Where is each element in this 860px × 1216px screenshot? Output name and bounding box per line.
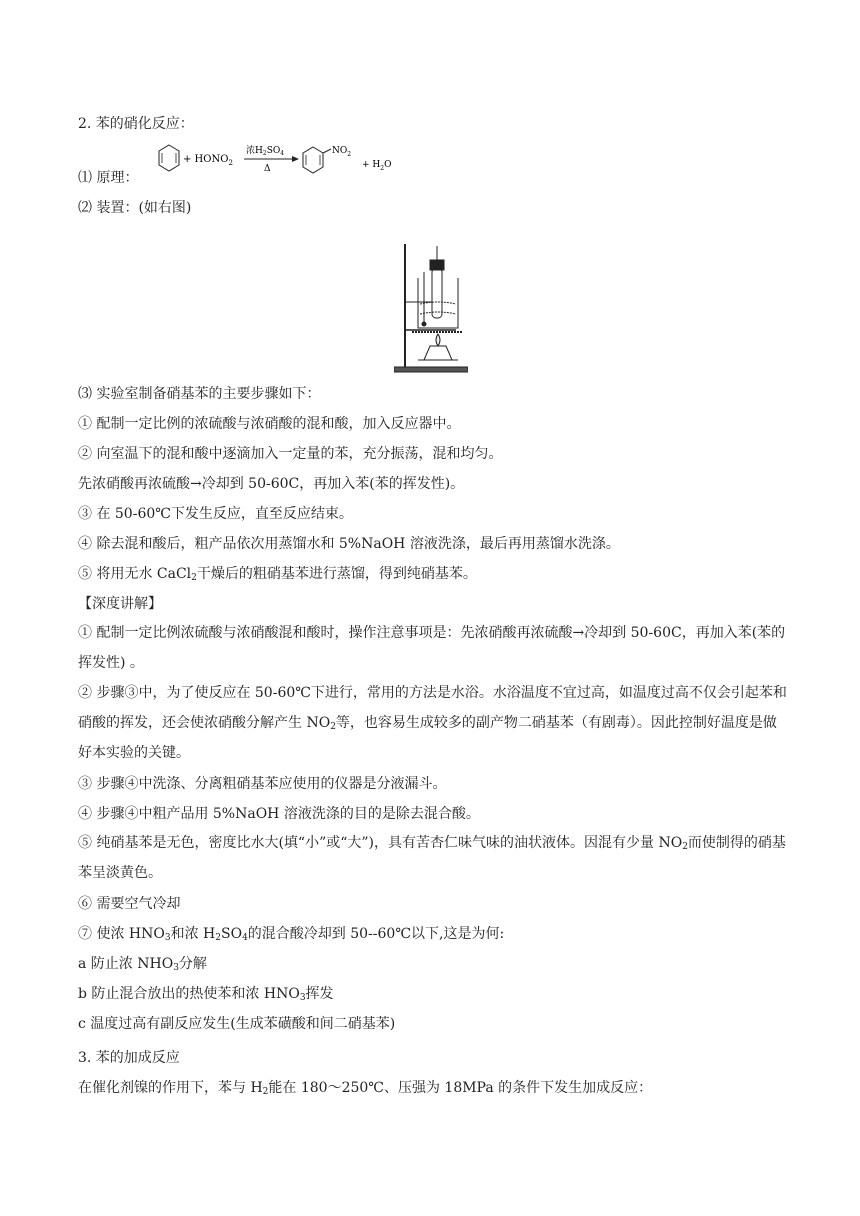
arrow-head-icon	[292, 156, 299, 162]
deep-point-4: ④ 步骤④中粗产品用 5%NaOH 溶液洗涤的目的是除去混合酸。	[78, 806, 480, 822]
section-heading-addition: 3. 苯的加成反应	[78, 1050, 180, 1066]
step-note: 先浓硝酸再浓硫酸→冷却到 50-60C，再加入苯(苯的挥发性)。	[78, 476, 465, 492]
principle-label: ⑴ 原理：	[78, 170, 139, 186]
reason-a: a 防止浓 $NHO_3$分解	[78, 956, 207, 973]
step-3: ③ 在 50-60℃下发生反应，直至反应结束。	[78, 506, 353, 522]
nitration-reaction-equation	[150, 141, 410, 186]
byproduct-text: + $H_2O$	[362, 160, 392, 172]
steps-title: ⑶ 实验室制备硝基苯的主要步骤如下：	[78, 386, 321, 402]
nitration-apparatus-diagram	[394, 242, 468, 374]
deep-point-1: ① 配制一定比例浓硫酸与浓硝酸混和酸时，操作注意事项是：先浓硝酸再浓硫酸→冷却到 50-60C，再加入苯(苯的挥发性) 。	[78, 625, 786, 671]
nitrobenzene-ring-icon	[303, 147, 331, 173]
section-heading-nitration: 2. 苯的硝化反应：	[78, 116, 194, 132]
deep-point-5: ⑤ 纯硝基苯是无色，密度比水大(填“小”或“大”)，具有苦杏仁味气味的油状液体。因混有少量 $NO_2$而使制得的硝基苯呈淡黄色。	[78, 835, 786, 881]
benzene-ring-icon	[159, 145, 179, 171]
addition-body: 在催化剂镍的作用下，苯与 $H_2$能在 180～250℃、压强为 18MPa 的条件下发生加成反应：	[78, 1080, 653, 1097]
deep-point-3: ③ 步骤④中洗涤、分离粗硝基苯应使用的仪器是分液漏斗。	[78, 776, 447, 792]
reason-b: b 防止混合放出的热使苯和浓 $HNO_3$挥发	[78, 986, 334, 1003]
deep-point-6: ⑥ 需要空气冷却	[78, 896, 181, 912]
condition-text: Δ	[264, 164, 271, 174]
reason-c: c 温度过高有副反应发生(生成苯磺酸和间二硝基苯)	[78, 1016, 396, 1032]
step-1: ① 配制一定比例的浓硫酸与浓硝酸的混和酸，加入反应器中。	[78, 416, 461, 432]
apparatus-label: ⑵ 装置：(如右图)	[78, 200, 192, 216]
deep-point-7: ⑦ 使浓 $HNO_3$和浓 $H_2SO_4$的混合酸冷却到 50--60℃以下,这是为何:	[78, 926, 505, 943]
step-4: ④ 除去混和酸后，粗产品依次用蒸馏水和 5%NaOH 溶液洗涤，最后再用蒸馏水洗涤。	[78, 536, 620, 552]
step-5: ⑤ 将用无水 CaCl$_2$干燥后的粗硝基苯进行蒸馏，得到纯硝基苯。	[78, 566, 477, 583]
catalyst-text: 浓$H_2SO_4$	[246, 146, 285, 157]
deep-dive-title: 【深度讲解】	[78, 596, 162, 612]
nitro-group-text: $NO_2$	[332, 146, 352, 158]
step-2: ② 向室温下的混和酸中逐滴加入一定量的苯，充分振荡，混和均匀。	[78, 446, 503, 462]
reagent-text: + $HONO_2$	[183, 154, 233, 167]
deep-point-2: ② 步骤③中，为了使反应在 50-60℃下进行，常用的方法是水浴。水浴温度不宜过高，如温度过高不仅会引起苯和硝酸的挥发，还会使浓硝酸分解产生 $NO_2$等，也容易生成较多的副产物二硝基苯（有剧毒）。因此控制好温度是做好本实验的关键。	[78, 685, 787, 761]
